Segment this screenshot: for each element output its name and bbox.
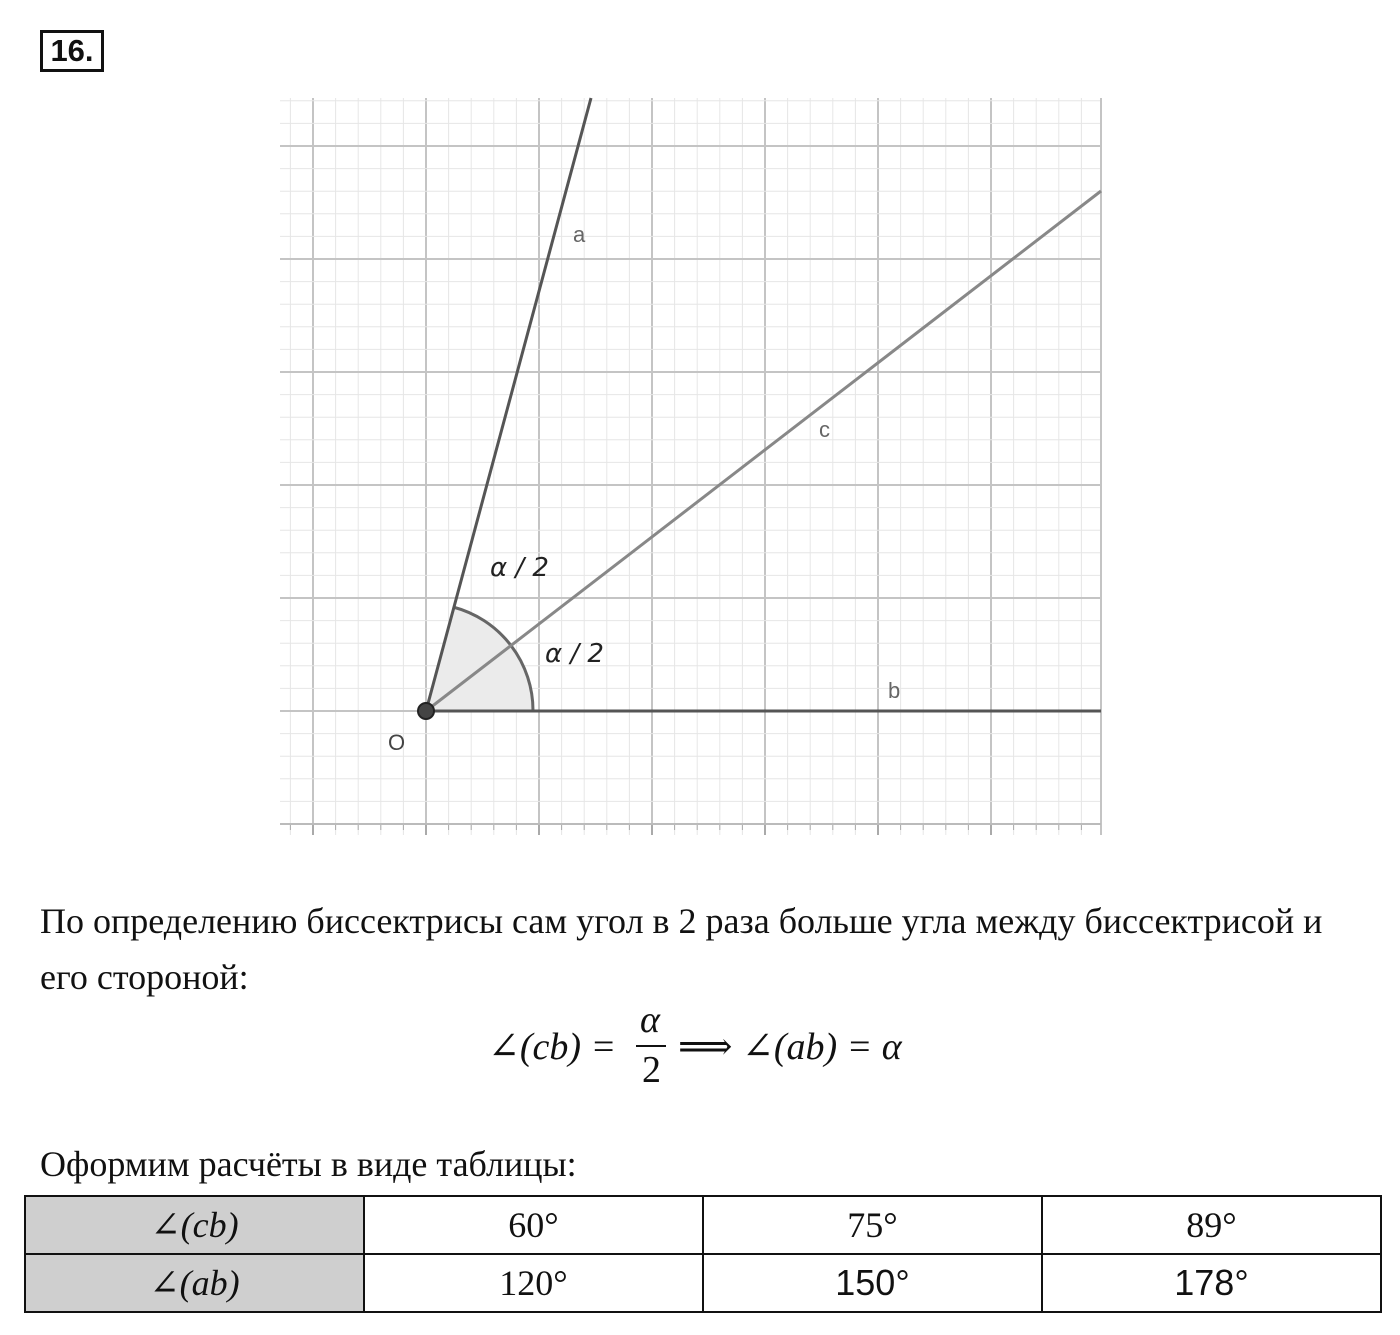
grid [280, 98, 1101, 835]
ray-c [426, 191, 1101, 711]
ray-a-label: a [573, 222, 586, 247]
fraction-bar [636, 1045, 666, 1047]
ray-a [426, 98, 591, 711]
table-cell: 75° [703, 1196, 1042, 1254]
formula [0, 1000, 1400, 1090]
formula-lhs: ∠(cb) = [488, 1026, 617, 1068]
point-o-label: O [388, 730, 406, 755]
table-cell: 150° [703, 1254, 1042, 1312]
explanation-paragraph: По определению биссектрисы сам угол в 2 раза больше угла между биссектрисой и его стороной: [40, 901, 1323, 997]
formula-numerator: α [640, 999, 660, 1041]
ray-c-label: c [819, 417, 830, 442]
angle-label-lower: α / 2 [545, 639, 604, 669]
task-number: 16. [40, 30, 104, 72]
table-cell: 89° [1042, 1196, 1381, 1254]
angle-sector [426, 607, 533, 711]
point-o [418, 703, 434, 719]
angle-label-upper: α / 2 [490, 553, 549, 583]
row-header-cb: ∠(cb) [25, 1196, 364, 1254]
formula-denominator: 2 [642, 1049, 661, 1091]
table-caption: Оформим расчёты в виде таблицы: [40, 1144, 577, 1184]
formula-rhs: ⟹ ∠(ab) = α [678, 1026, 902, 1068]
table-row [25, 1196, 1381, 1254]
row-header-ab: ∠(ab) [25, 1254, 364, 1312]
ray-b-label: b [888, 678, 901, 703]
table-row [25, 1254, 1381, 1312]
table-cell: 120° [364, 1254, 703, 1312]
table-cell: 178° [1042, 1254, 1381, 1312]
table-cell: 60° [364, 1196, 703, 1254]
calculation-table [24, 1195, 1382, 1313]
